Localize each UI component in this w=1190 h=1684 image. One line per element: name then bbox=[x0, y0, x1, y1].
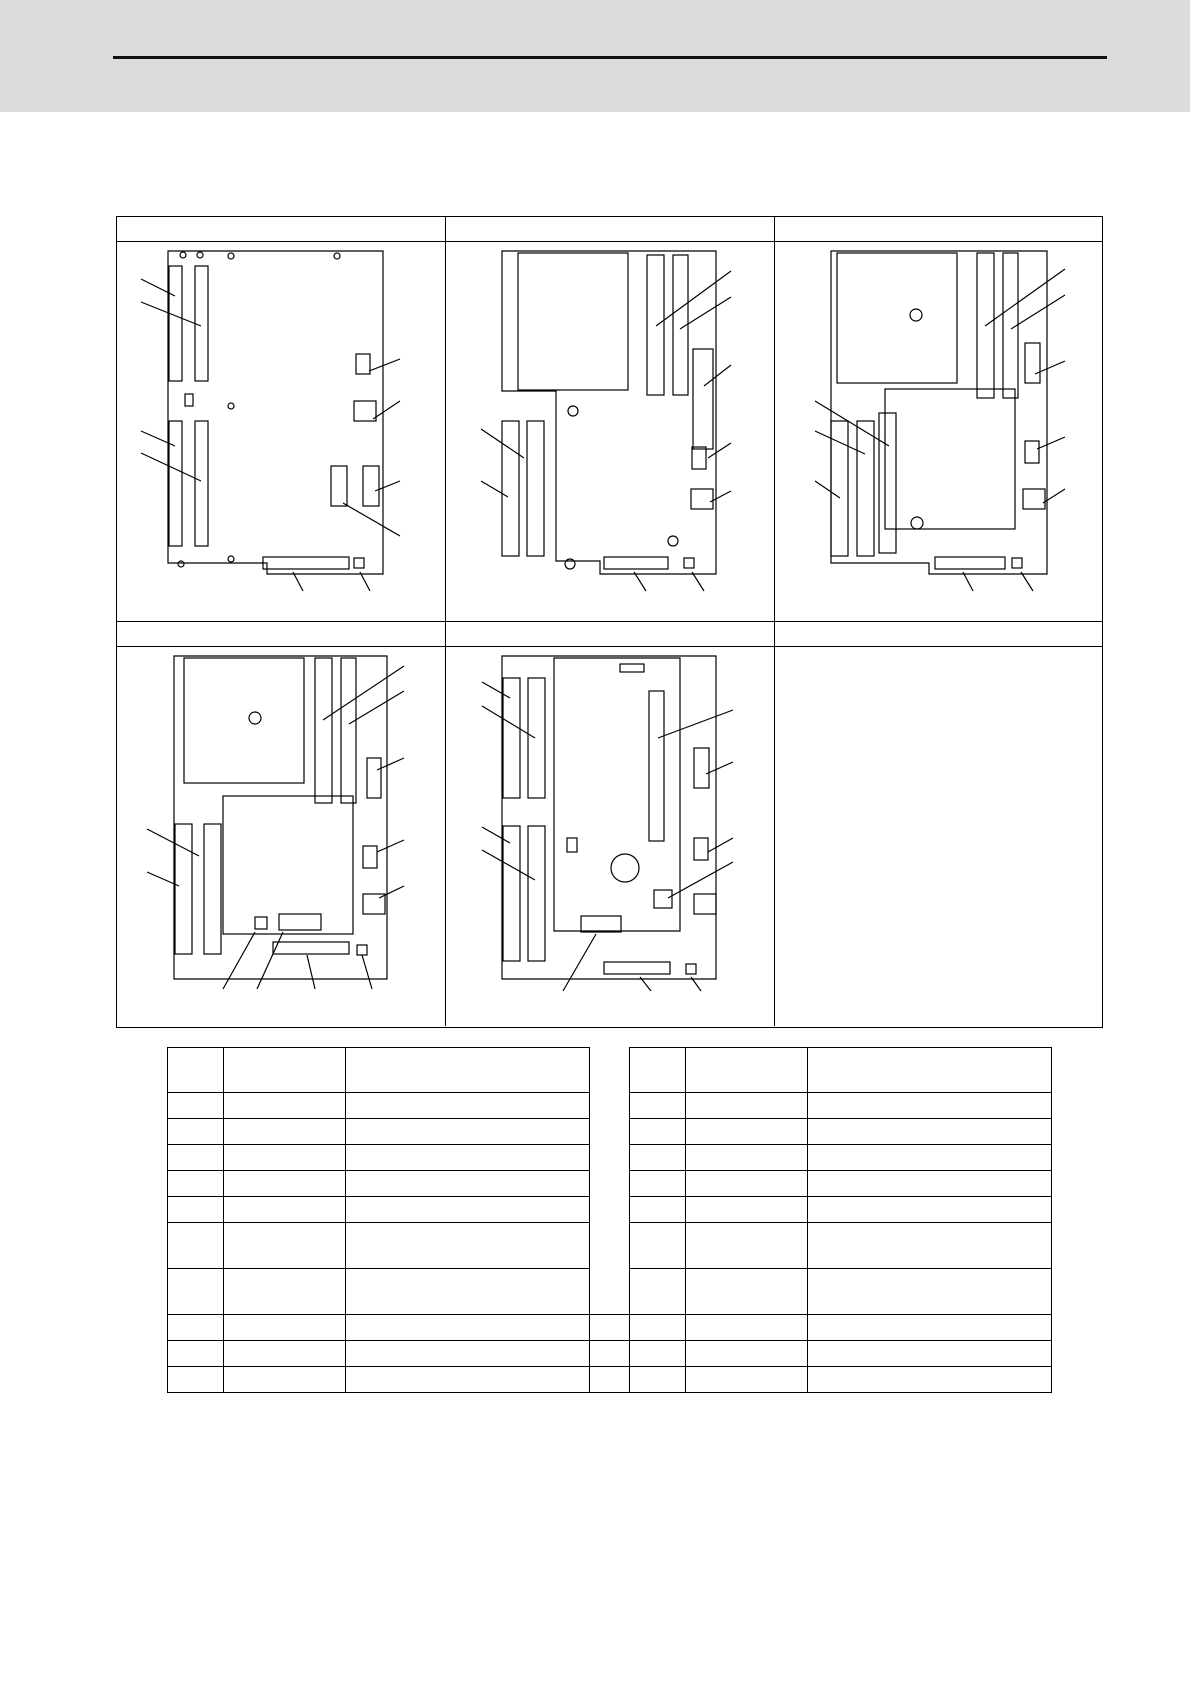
panel-caption bbox=[446, 217, 774, 242]
cell-no bbox=[168, 1145, 224, 1171]
cell-no bbox=[168, 1367, 224, 1393]
board-diagram-3 bbox=[775, 241, 1103, 621]
cell-connector bbox=[224, 1145, 346, 1171]
cell-function bbox=[808, 1171, 1052, 1197]
cell-function bbox=[808, 1093, 1052, 1119]
board-panel-3 bbox=[775, 217, 1103, 621]
cell-no bbox=[630, 1171, 686, 1197]
cell-connector bbox=[686, 1145, 808, 1171]
cell-connector bbox=[686, 1171, 808, 1197]
header-connector bbox=[224, 1048, 346, 1093]
board-diagram-4 bbox=[117, 646, 445, 1026]
board-panel-1 bbox=[117, 217, 445, 621]
connector-table bbox=[167, 1047, 1052, 1393]
board-panel-5 bbox=[446, 622, 774, 1026]
table-gap bbox=[590, 1048, 630, 1315]
header-divider bbox=[113, 56, 1107, 59]
cell-function bbox=[808, 1367, 1052, 1393]
cell-function bbox=[346, 1341, 590, 1367]
cell-connector bbox=[686, 1197, 808, 1223]
header-function bbox=[808, 1048, 1052, 1093]
cell-function bbox=[346, 1093, 590, 1119]
cell-no bbox=[168, 1315, 224, 1341]
cell-function bbox=[346, 1119, 590, 1145]
cell-function bbox=[346, 1197, 590, 1223]
cell-connector bbox=[686, 1093, 808, 1119]
cell-no bbox=[630, 1223, 686, 1269]
cell-no bbox=[630, 1119, 686, 1145]
cell-function bbox=[346, 1145, 590, 1171]
cell-connector bbox=[686, 1315, 808, 1341]
cell-connector bbox=[686, 1119, 808, 1145]
cell-no bbox=[168, 1197, 224, 1223]
cell-no bbox=[630, 1093, 686, 1119]
cell-no bbox=[630, 1341, 686, 1367]
cell-connector bbox=[224, 1197, 346, 1223]
cell-connector bbox=[224, 1341, 346, 1367]
cell-no bbox=[630, 1367, 686, 1393]
cell-connector bbox=[224, 1367, 346, 1393]
table-gap bbox=[590, 1341, 630, 1367]
cell-function bbox=[808, 1269, 1052, 1315]
cell-connector bbox=[224, 1315, 346, 1341]
board-layout-grid bbox=[116, 216, 1103, 1028]
cell-connector bbox=[224, 1093, 346, 1119]
header-function bbox=[346, 1048, 590, 1093]
cell-function bbox=[346, 1171, 590, 1197]
header-connector bbox=[686, 1048, 808, 1093]
cell-no bbox=[168, 1119, 224, 1145]
cell-connector bbox=[686, 1223, 808, 1269]
table-row bbox=[168, 1341, 1052, 1367]
table-row bbox=[168, 1315, 1052, 1341]
cell-no bbox=[630, 1269, 686, 1315]
panel-caption bbox=[775, 217, 1103, 242]
cell-function bbox=[808, 1223, 1052, 1269]
panel-caption bbox=[117, 217, 445, 242]
table-gap bbox=[590, 1315, 630, 1341]
header-no bbox=[168, 1048, 224, 1093]
cell-function bbox=[808, 1315, 1052, 1341]
table-row bbox=[168, 1367, 1052, 1393]
cell-no bbox=[168, 1093, 224, 1119]
cell-no bbox=[630, 1197, 686, 1223]
cell-connector bbox=[224, 1171, 346, 1197]
cell-no bbox=[168, 1269, 224, 1315]
cell-connector bbox=[686, 1367, 808, 1393]
cell-connector bbox=[224, 1269, 346, 1315]
cell-no bbox=[630, 1315, 686, 1341]
cell-no bbox=[168, 1341, 224, 1367]
cell-no bbox=[630, 1145, 686, 1171]
cell-connector bbox=[686, 1269, 808, 1315]
cell-function bbox=[808, 1197, 1052, 1223]
cell-function bbox=[346, 1315, 590, 1341]
cell-connector bbox=[224, 1223, 346, 1269]
board-diagram-5 bbox=[446, 646, 774, 1026]
panel-caption bbox=[117, 622, 445, 647]
cell-function bbox=[346, 1223, 590, 1269]
table-header-row bbox=[168, 1048, 1052, 1093]
cell-no bbox=[168, 1171, 224, 1197]
cell-function bbox=[346, 1367, 590, 1393]
panel-caption bbox=[446, 622, 774, 647]
cell-connector bbox=[686, 1341, 808, 1367]
cell-connector bbox=[224, 1119, 346, 1145]
board-diagram-2 bbox=[446, 241, 774, 621]
cell-function bbox=[346, 1269, 590, 1315]
cell-function bbox=[808, 1119, 1052, 1145]
cell-no bbox=[168, 1223, 224, 1269]
board-diagram-1 bbox=[117, 241, 445, 621]
cell-function bbox=[808, 1341, 1052, 1367]
table-gap bbox=[590, 1367, 630, 1393]
panel-caption bbox=[775, 622, 1103, 647]
board-panel-6 bbox=[775, 622, 1103, 1026]
board-panel-4 bbox=[117, 622, 445, 1026]
header-no bbox=[630, 1048, 686, 1093]
board-panel-2 bbox=[446, 217, 774, 621]
cell-function bbox=[808, 1145, 1052, 1171]
